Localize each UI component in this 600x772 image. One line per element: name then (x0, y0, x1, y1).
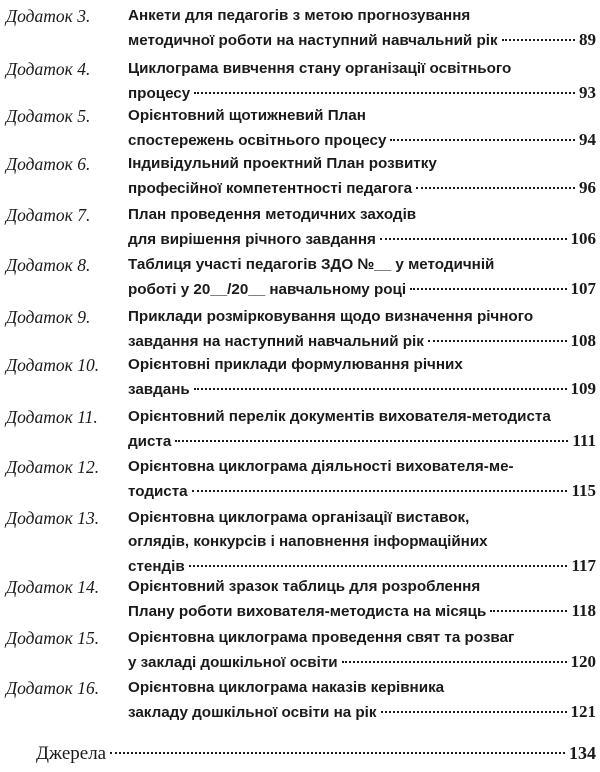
appendix-title-text: процесу (128, 85, 191, 102)
page-number: 96 (579, 178, 596, 197)
appendix-title-line (128, 81, 596, 105)
appendix-label: Додаток 7. (6, 205, 91, 225)
sources-label: Джерела (36, 743, 107, 764)
appendix-title-line: Орієнтовний зразок таблиць для розроблення (128, 578, 481, 595)
appendix-label: Додаток 9. (6, 307, 91, 327)
appendix-title-text: роботі у 20__/20__ навчальному році (128, 281, 407, 298)
appendix-label: Додаток 8. (6, 255, 91, 275)
appendix-title-line (128, 429, 596, 453)
appendix-title-line (128, 479, 596, 503)
appendix-label: Додаток 11. (6, 407, 98, 427)
appendix-title (128, 104, 596, 152)
appendix-title (128, 57, 596, 105)
appendix-title-text: професійної компетентності педагога (128, 180, 413, 197)
appendix-title (128, 575, 596, 623)
appendix-title-text: спостережень освітнього процесу (128, 132, 387, 149)
dot-leader (490, 610, 567, 612)
appendix-label: Додаток 15. (6, 628, 100, 648)
appendix-title (128, 455, 596, 503)
appendix-label: Додаток 3. (6, 6, 91, 26)
dot-leader (502, 39, 575, 41)
page-number: 108 (570, 331, 596, 350)
appendix-title-line: Орієнтовний щотижневий План (128, 107, 366, 124)
appendix-title-line: Анкети для педагогів з метою прогнозування (128, 7, 471, 24)
dot-leader (410, 288, 566, 290)
appendix-title-line (128, 227, 596, 251)
appendix-title-line: Орієнтовна циклограма проведення свят та розваг (128, 629, 515, 646)
page-number: 94 (579, 130, 596, 149)
appendix-title-line: План проведення методичних заходів (128, 206, 417, 223)
appendix-title-line: Орієнтовна циклограма організації виставок, (128, 509, 470, 526)
appendix-title-text: Плану роботи вихователя-методиста на місяць (128, 603, 487, 620)
appendix-title-line: Орієнтовна циклограма діяльності вихователя-ме- (128, 458, 514, 475)
appendix-title-line (128, 650, 596, 674)
appendix-label: Додаток 10. (6, 355, 100, 375)
dot-leader (194, 92, 575, 94)
appendix-title-line: Приклади розмірковування щодо визначення річного (128, 308, 534, 325)
appendix-title (128, 305, 596, 353)
appendix-title-line (128, 599, 596, 623)
appendix-label: Додаток 14. (6, 577, 100, 597)
appendix-title-text: закладу дошкільної освіти на рік (128, 704, 377, 721)
page-number: 109 (570, 379, 596, 398)
dot-leader (194, 388, 567, 390)
appendix-title-text: диста (128, 433, 172, 450)
page-number: 89 (579, 30, 596, 49)
appendix-title-text: завдань (128, 381, 190, 398)
appendix-title (128, 203, 596, 251)
appendix-title-line (128, 329, 596, 353)
appendix-title-text: стендів (128, 558, 185, 575)
dot-leader (189, 565, 568, 567)
appendix-title-line: Циклограма вивчення стану організації освітнього (128, 60, 512, 77)
appendix-title-line (128, 176, 596, 200)
dot-leader (381, 711, 567, 713)
appendix-title-line: Орієнтовний перелік документів вихователя-методиста (128, 408, 551, 425)
page-number: 121 (570, 702, 596, 721)
appendix-title-line: Індивідульний проектний План розвитку (128, 155, 437, 172)
appendix-title (128, 353, 596, 401)
page-number: 117 (571, 556, 596, 575)
appendix-title-line (128, 277, 596, 301)
appendix-title-line: Орієнтовні приклади формулювання річних (128, 356, 463, 373)
dot-leader (110, 752, 565, 754)
appendix-label: Додаток 12. (6, 457, 100, 477)
appendix-title-text: завдання на наступний навчальний рік (128, 333, 424, 350)
appendix-title-line: Орієнтовна циклограма наказів керівника (128, 679, 445, 696)
appendix-title (128, 626, 596, 674)
page-number: 134 (569, 743, 596, 763)
page-number: 111 (572, 431, 596, 450)
appendix-label: Додаток 13. (6, 508, 100, 528)
appendix-label: Додаток 16. (6, 678, 100, 698)
dot-leader (342, 661, 567, 663)
appendix-title-text: тодиста (128, 483, 188, 500)
appendix-title-line (128, 377, 596, 401)
dot-leader (390, 139, 575, 141)
page-number: 106 (570, 229, 596, 248)
page-number: 118 (571, 601, 596, 620)
appendix-title-text: методичної роботи на наступний навчальний рік (128, 32, 498, 49)
appendix-title (128, 405, 596, 453)
appendix-title-line: оглядів, конкурсів і наповнення інформаційних (128, 533, 488, 550)
appendix-title-line (128, 128, 596, 152)
appendix-label: Додаток 6. (6, 154, 91, 174)
dot-leader (380, 238, 567, 240)
page-number: 93 (579, 83, 596, 102)
dot-leader (428, 340, 567, 342)
dot-leader (192, 490, 568, 492)
appendix-title (128, 253, 596, 301)
dot-leader (416, 187, 575, 189)
appendix-title-line (128, 700, 596, 724)
dot-leader (175, 440, 568, 442)
appendix-title (128, 4, 596, 52)
toc-entry-sources[interactable] (36, 740, 596, 767)
appendix-title (128, 152, 596, 200)
appendix-title-text: для вирішення річного завдання (128, 231, 376, 248)
appendix-label: Додаток 5. (6, 106, 91, 126)
page-number: 115 (571, 481, 596, 500)
page-number: 107 (570, 279, 596, 298)
appendix-label: Додаток 4. (6, 59, 91, 79)
appendix-title-line (128, 28, 596, 52)
page-number: 120 (570, 652, 596, 671)
appendix-title-text: у закладі дошкільної освіти (128, 654, 338, 671)
appendix-title-line: Таблиця участі педагогів ЗДО №__ у методичній (128, 256, 495, 273)
appendix-title (128, 506, 596, 578)
appendix-title (128, 676, 596, 724)
